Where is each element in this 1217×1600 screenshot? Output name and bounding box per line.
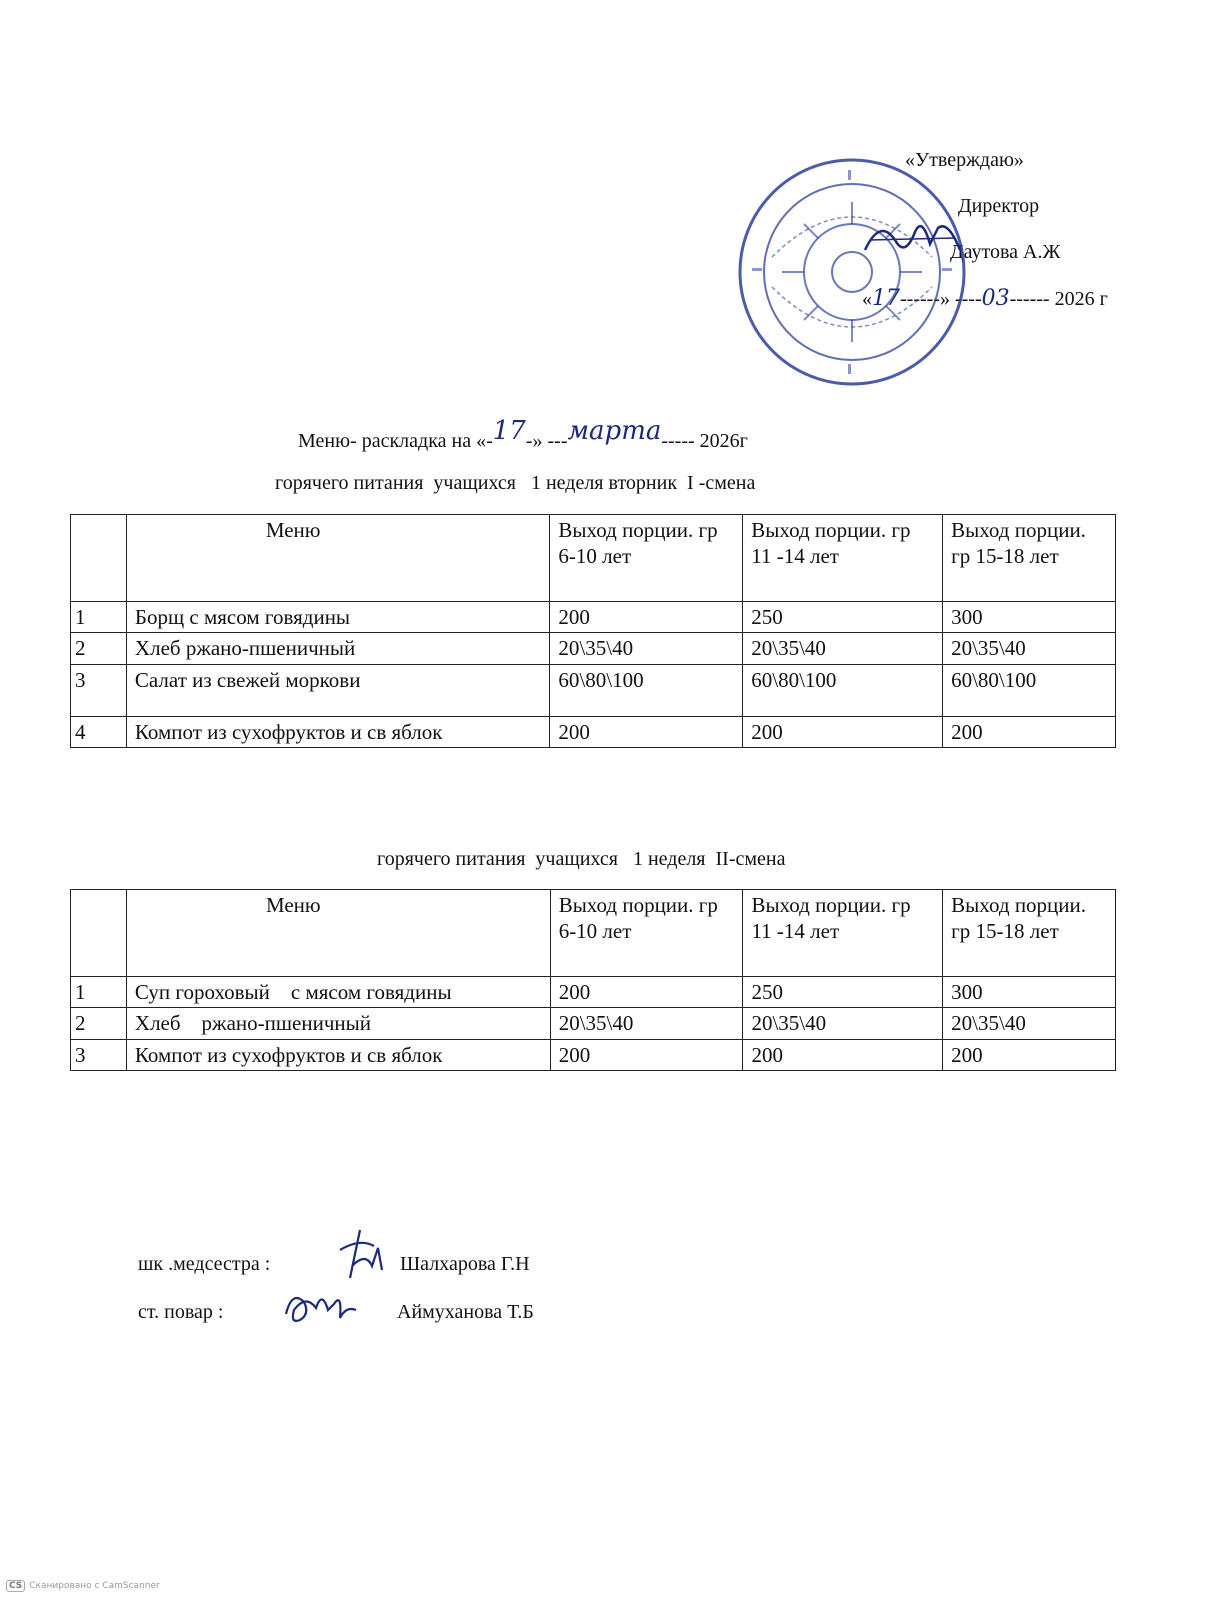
scanner-logo: CS [6, 1580, 25, 1592]
table-row [71, 977, 1116, 1008]
row-portion-15-18: 200 [943, 1039, 1116, 1070]
row-portion-6-10: 60\80\100 [550, 664, 743, 716]
row-num: 2 [71, 1008, 127, 1039]
row-portion-11-14: 20\35\40 [743, 1008, 943, 1039]
shift2-subtitle: горячего питания учащихся 1 неделя II-смена [377, 848, 786, 870]
approval-date-open: « [862, 288, 872, 310]
director-signature-icon [860, 210, 970, 270]
table-row [71, 664, 1116, 716]
row-num: 3 [71, 1039, 127, 1070]
director-title: Директор [958, 195, 1040, 217]
menu-title-day: 17 [492, 416, 526, 446]
row-portion-11-14: 200 [743, 1039, 943, 1070]
row-portion-6-10: 200 [550, 977, 743, 1008]
row-portion-11-14: 200 [743, 716, 943, 747]
table-row [71, 716, 1116, 747]
row-dish: Хлеб ржано-пшеничный [126, 1008, 550, 1039]
director-name: Даутова А.Ж [950, 241, 1061, 263]
official-stamp-icon [732, 152, 972, 392]
table-row [71, 1039, 1116, 1070]
row-num: 2 [71, 633, 127, 664]
approval-date-month: 03 [981, 286, 1010, 311]
header-menu: Меню [126, 515, 550, 602]
row-portion-15-18: 60\80\100 [943, 664, 1116, 716]
row-portion-15-18: 300 [943, 977, 1116, 1008]
header-age-15-18: Выход порции. гр 15-18 лет [943, 890, 1116, 977]
row-portion-6-10: 200 [550, 716, 743, 747]
cook-role: ст. повар : [138, 1301, 224, 1323]
menu-title-month: марта [567, 416, 662, 446]
row-num: 3 [71, 664, 127, 716]
row-dish: Компот из сухофруктов и св яблок [126, 1039, 550, 1070]
header-num [71, 515, 127, 602]
approval-date: «17------» ----03------ 2026 г [862, 286, 1108, 311]
row-portion-6-10: 200 [550, 1039, 743, 1070]
row-dish: Борщ с мясом говядины [126, 602, 550, 633]
approval-date-close: » [939, 288, 950, 310]
shift1-subtitle: горячего питания учащихся 1 неделя вторник I -смена [275, 472, 756, 494]
nurse-name: Шалхарова Г.Н [400, 1253, 530, 1275]
table-row [71, 602, 1116, 633]
approval-date-day: 17 [872, 286, 900, 311]
menu-title-close: » [532, 430, 543, 452]
row-portion-15-18: 300 [943, 602, 1116, 633]
row-portion-6-10: 20\35\40 [550, 1008, 743, 1039]
menu-title-year: 2026г [699, 430, 748, 452]
row-portion-6-10: 20\35\40 [550, 633, 743, 664]
row-num: 1 [71, 977, 127, 1008]
scanner-text: Сканировано с CamScanner [29, 1581, 160, 1591]
row-dish: Компот из сухофруктов и св яблок [126, 716, 550, 747]
header-age-15-18: Выход порции. гр 15-18 лет [943, 515, 1116, 602]
cook-signature-icon [282, 1280, 360, 1330]
header-age-11-14: Выход порции. гр 11 -14 лет [743, 890, 943, 977]
header-menu: Меню [126, 890, 550, 977]
row-portion-11-14: 20\35\40 [743, 633, 943, 664]
table-row [71, 1008, 1116, 1039]
shift2-table [70, 889, 1116, 1071]
row-dish: Суп гороховый с мясом говядины [126, 977, 550, 1008]
nurse-role: шк .медсестра : [138, 1253, 271, 1275]
header-age-6-10: Выход порции. гр 6-10 лет [550, 515, 743, 602]
table-row [71, 633, 1116, 664]
nurse-signature-icon [330, 1226, 390, 1282]
row-dish: Салат из свежей моркови [126, 664, 550, 716]
scanner-watermark [6, 1580, 160, 1592]
header-num [71, 890, 127, 977]
table-header-row [71, 890, 1116, 977]
row-portion-15-18: 20\35\40 [943, 633, 1116, 664]
menu-title: Меню- раскладка на «-17-» ---марта----- 2026г [298, 416, 748, 452]
approve-label: «Утверждаю» [905, 149, 1024, 171]
menu-title-prefix: Меню- раскладка на [298, 430, 472, 452]
header-age-6-10: Выход порции. гр 6-10 лет [550, 890, 743, 977]
header-age-11-14: Выход порции. гр 11 -14 лет [743, 515, 943, 602]
row-portion-11-14: 60\80\100 [743, 664, 943, 716]
table-header-row [71, 515, 1116, 602]
row-dish: Хлеб ржано-пшеничный [126, 633, 550, 664]
shift1-table [70, 514, 1116, 748]
cook-name: Аймуханова Т.Б [397, 1301, 534, 1323]
row-num: 1 [71, 602, 127, 633]
row-portion-15-18: 200 [943, 716, 1116, 747]
row-portion-11-14: 250 [743, 602, 943, 633]
menu-title-open: « [476, 430, 487, 452]
row-num: 4 [71, 716, 127, 747]
row-portion-6-10: 200 [550, 602, 743, 633]
approval-date-year: 2026 г [1054, 288, 1108, 310]
row-portion-11-14: 250 [743, 977, 943, 1008]
row-portion-15-18: 20\35\40 [943, 1008, 1116, 1039]
